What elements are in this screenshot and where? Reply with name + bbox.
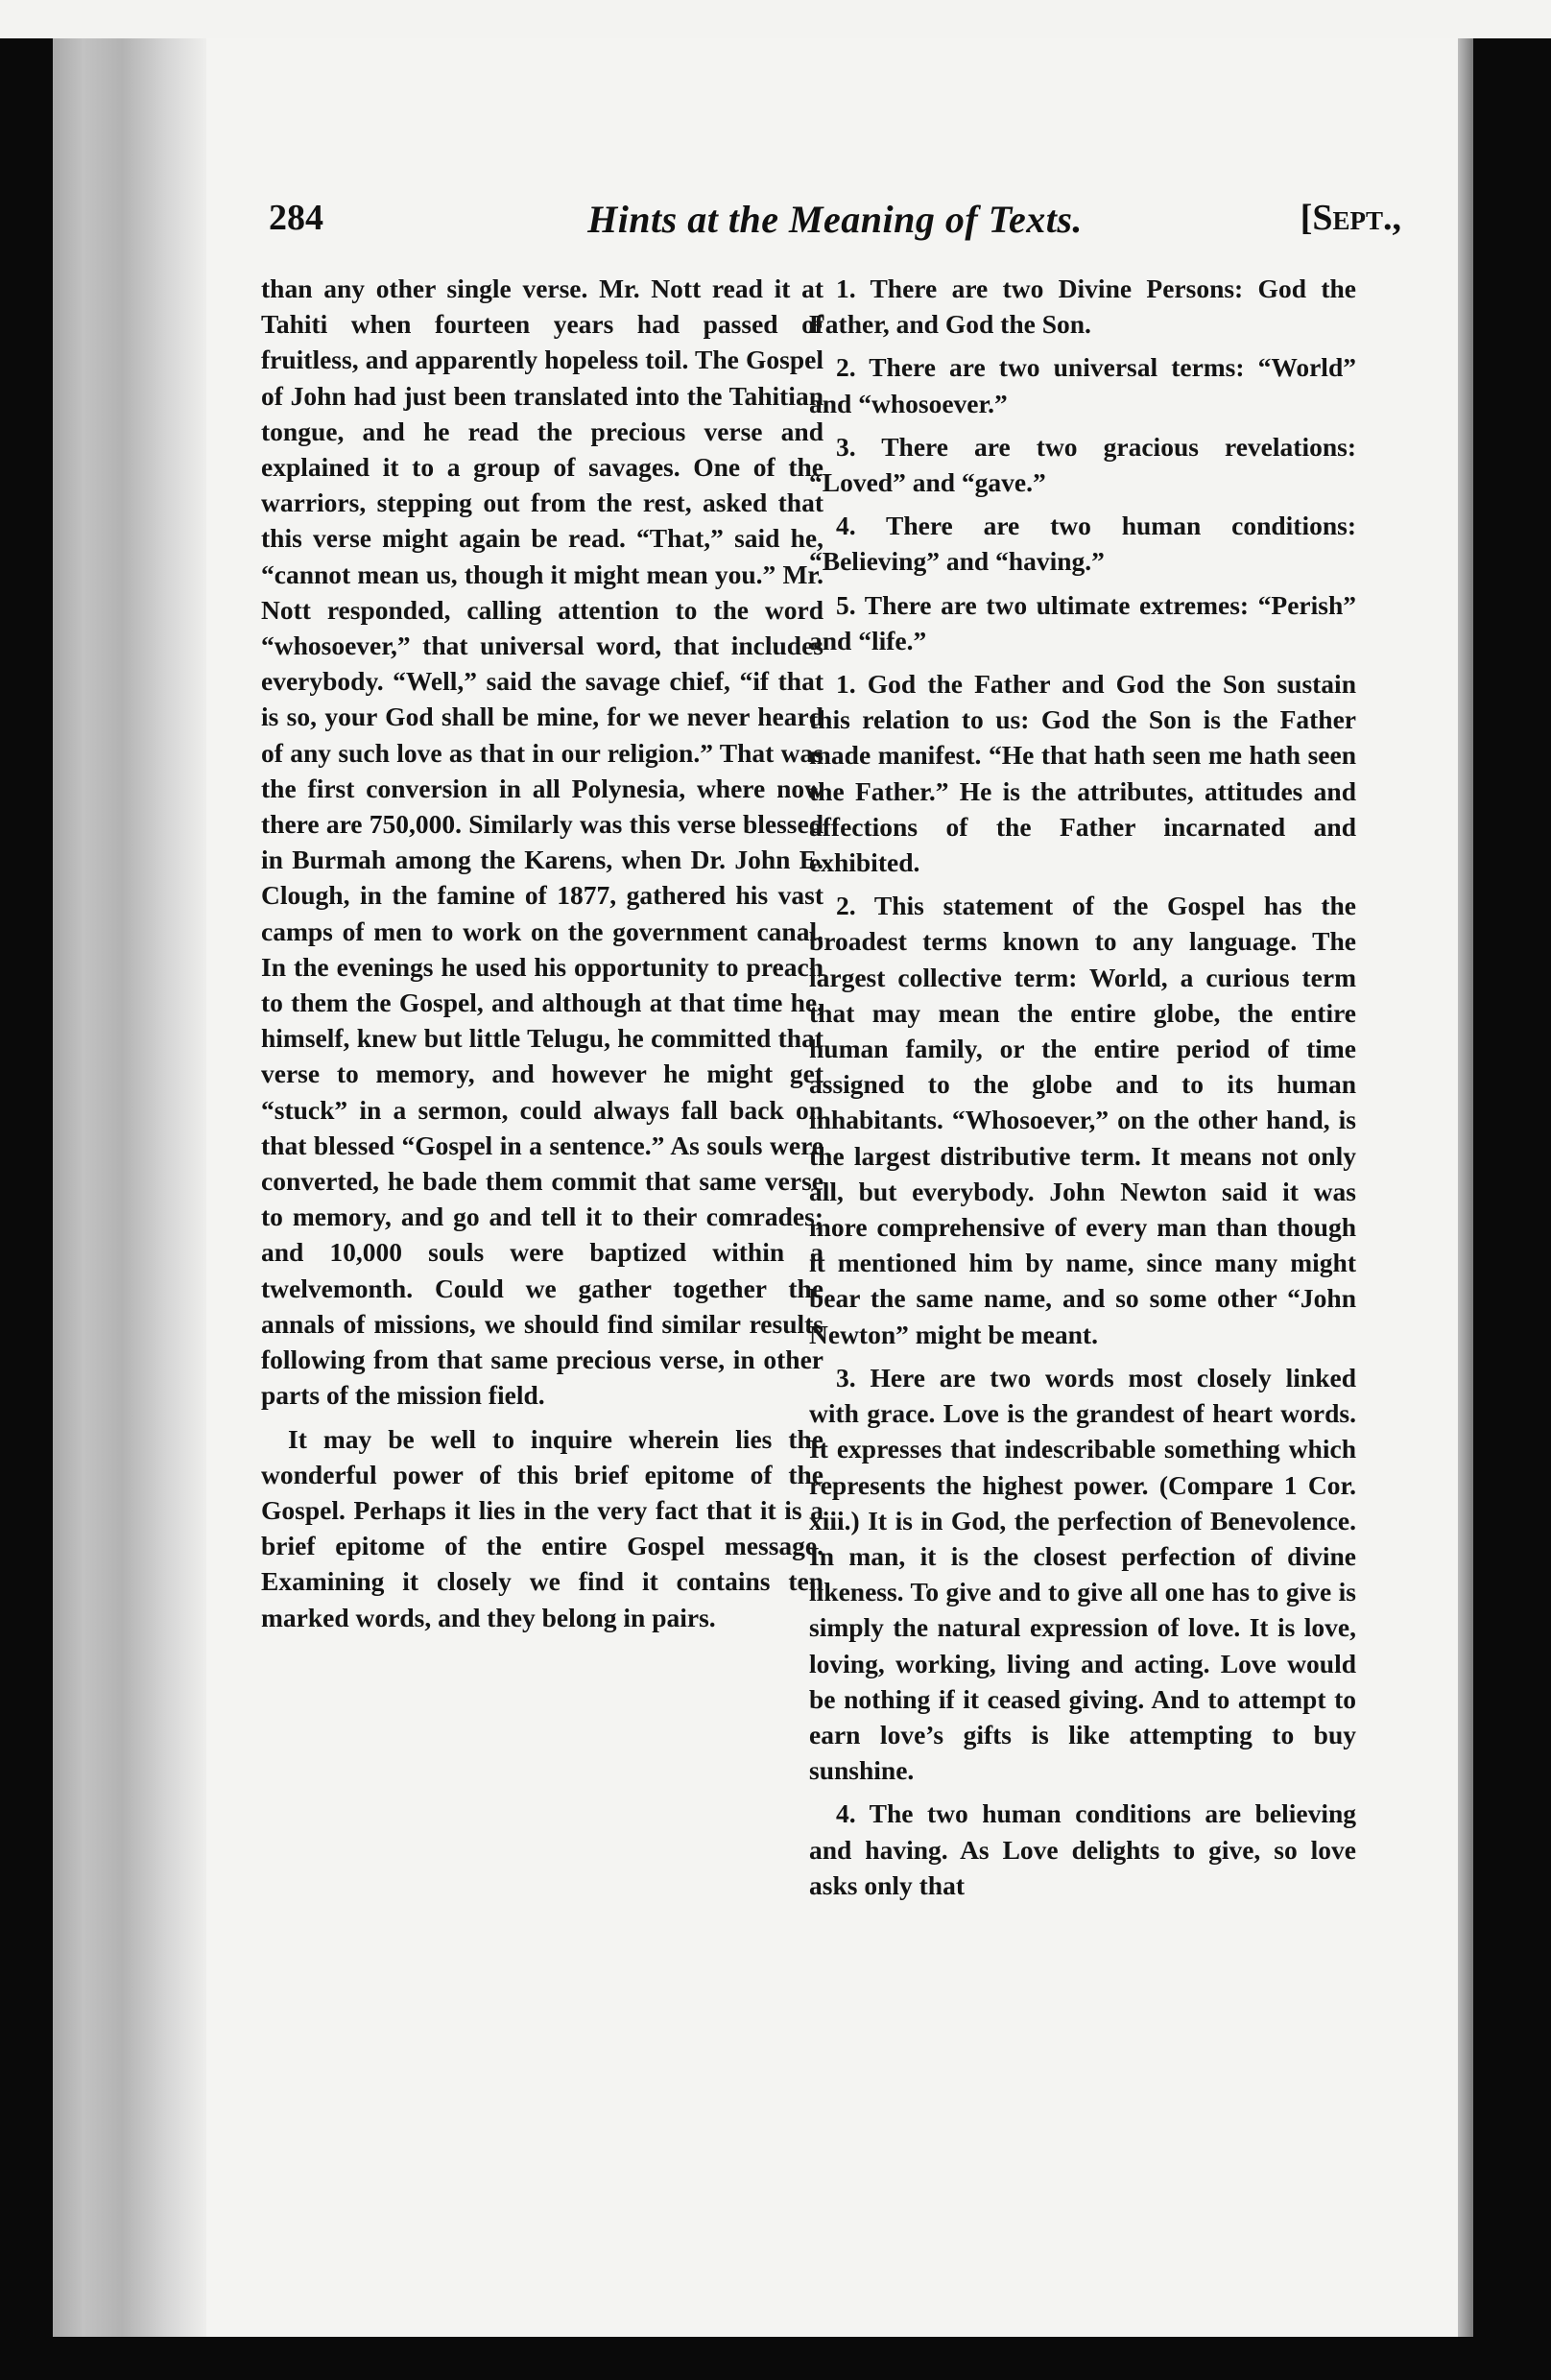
list-item: 4. There are two human conditions: “Believing” and “having.” — [809, 511, 1356, 577]
scan-top-margin — [0, 0, 1551, 38]
paragraph: than any other single verse. Mr. Nott read it at Tahiti when fourteen years had passed of fruitless, and apparently hopeless toil. The Gospel of John had just been translated into the Tahitian tongue, and he read the precious verse and explained it to a group of savages. One of the warriors, stepping out from the rest, asked that this verse might again be read. “That,” said he, “cannot mean us, though it might mean you.” Mr. Nott responded, calling attention to the word “whosoever,” that universal word, that includes everybody. “Well,” said the savage chief, “if that is so, your God shall be mine, for we never heard of any such love as that in our religion.” That was the first conversion in all Polynesia, where now there are 750,000. Similarly was this verse blessed in Burmah among the Karens, when Dr. John E. Clough, in the famine of 1877, gathered his vast camps of men to work on the government canal. In the evenings he used his opportunity to preach to them the Gospel, and although at that time he, himself, knew but little Telugu, he committed that verse to memory, and however he might get “stuck” in a sermon, could always fall back on that blessed “Gospel in a sentence.” As souls were converted, he bade them commit that same verse to memory, and go and tell it to their comrades; and 10,000 souls were baptized within a twelvemonth. Could we gather together the annals of missions, we should find similar results following from that same precious verse, in other parts of the mission field. — [261, 274, 823, 1411]
paragraph: 2. This statement of the Gospel has the broadest terms known to any language. The largest collective term: World, a curious term that may mean the entire globe, the entire human family, or the entire period of time assigned to the globe and to its human inhabitants. “Whosoever,” on the other hand, is the largest distributive term. It means not only all, but everybody. John Newton said it was more comprehensive of every man than though it mentioned him by name, since many might bear the same name, and so some other “John Newton” might be meant. — [809, 891, 1356, 1349]
page-number: 284 — [269, 198, 323, 238]
page-edge-shadow — [1458, 38, 1473, 2337]
binding-gutter-shadow — [53, 38, 206, 2337]
running-header — [269, 197, 1401, 254]
paragraph: 3. Here are two words most closely linked with grace. Love is the grandest of heart words. It expresses that indescribable something which represents the highest power. (Compare 1 Cor. xiii.) It is in God, the perfection of Benevolence. In man, it is the closest perfection of divine likeness. To give and to give all one has to give is simply the natural expression of love. It is love, loving, working, living and acting. Love would be nothing if it ceased giving. And to attempt to earn love’s gifts is like attempting to buy sunshine. — [809, 1362, 1356, 1786]
paragraph: It may be well to inquire wherein lies the wonderful power of this brief epitome of the Gospel. Perhaps it lies in the very fact that it is a brief epitome of the entire Gospel message. Examining it closely we find it contains ten marked words, and they belong in pairs. — [261, 1423, 823, 1632]
list-item: 5. There are two ultimate extremes: “Perish” and “life.” — [809, 589, 1356, 655]
list-item: 1. There are two Divine Persons: God the Father, and God the Son. — [809, 274, 1356, 340]
list-item: 3. There are two gracious revelations: “Loved” and “gave.” — [809, 431, 1356, 498]
header-month: [Sept., — [1300, 198, 1401, 238]
paragraph: 1. God the Father and God the Son sustain this relation to us: God the Son is the Father made manifest. “He that hath seen me hath seen the Father.” He is the attributes, attitudes and affections of the Father incarnated and exhibited. — [809, 669, 1356, 878]
paragraph: 4. The two human conditions are believing and having. As Love delights to give, so love asks only that — [809, 1798, 1356, 1900]
running-title: Hints at the Meaning of Texts. — [587, 198, 1083, 241]
left-column — [261, 271, 823, 1643]
right-column — [809, 271, 1356, 1911]
list-item: 2. There are two universal terms: “World” and “whosoever.” — [809, 352, 1356, 418]
